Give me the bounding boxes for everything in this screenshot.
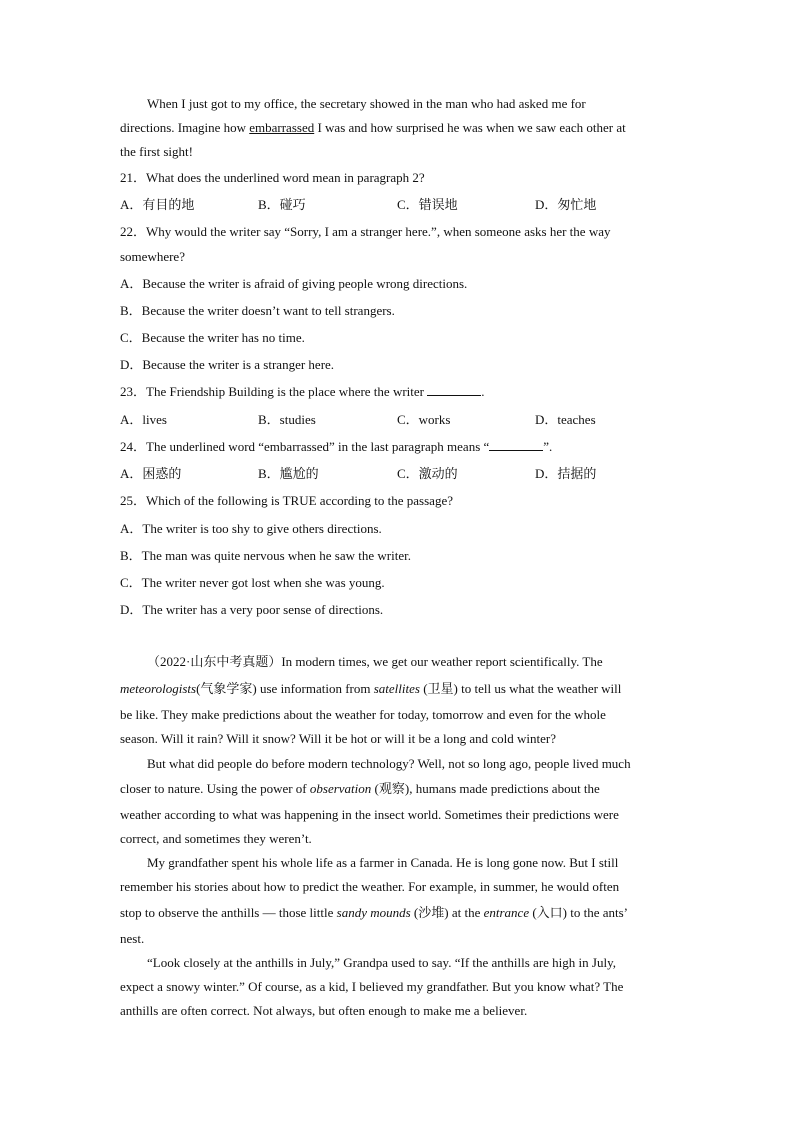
- source-tag: （2022·山东中考真题）: [147, 654, 282, 669]
- passage2-line: season. Will it rain? Will it snow? Will it be hot or will it be a long and cold winter?: [120, 731, 557, 746]
- passage2-line: “Look closely at the anthills in July,” Grandpa used to say. “If the anthills are high in July,: [147, 955, 616, 970]
- option-a: A．The writer is too shy to give others directions.: [120, 521, 382, 536]
- option-a: A．lives: [120, 412, 167, 427]
- option-b: B．碰巧: [258, 197, 306, 212]
- option-d: D．Because the writer is a stranger here.: [120, 357, 335, 372]
- passage2-line: anthills are often correct. Not always, but often enough to make me a believer.: [120, 1003, 528, 1018]
- option-c: C．works: [397, 412, 451, 427]
- option-a: A．Because the writer is afraid of giving people wrong directions.: [120, 276, 468, 291]
- option-c: C．激动的: [397, 466, 458, 481]
- option-d: D．拮据的: [535, 466, 597, 481]
- passage2-line: But what did people do before modern technology? Well, not so long ago, people lived much: [147, 756, 631, 771]
- option-a: A．困惑的: [120, 466, 182, 481]
- passage2-line: expect a snowy winter.” Of course, as a kid, I believed my grandfather. But you know what? The: [120, 979, 624, 994]
- option-c: C．错误地: [397, 197, 458, 212]
- passage1-line: When I just got to my office, the secretary showed in the man who had asked me for: [147, 96, 586, 111]
- option-d: D．teaches: [535, 412, 596, 427]
- question-22-stem: 22．Why would the writer say “Sorry, I am a stranger here.”, when someone asks her the way: [120, 224, 611, 239]
- passage2-line: My grandfather spent his whole life as a farmer in Canada. He is long gone now. But I still: [147, 855, 619, 870]
- passage2-line: nest.: [120, 931, 145, 946]
- option-b: B．尴尬的: [258, 466, 319, 481]
- passage2-line: weather according to what was happening in the insect world. Sometimes their predictions were: [120, 807, 619, 822]
- option-b: B．The man was quite nervous when he saw the writer.: [120, 548, 411, 563]
- question-25-stem: 25．Which of the following is TRUE according to the passage?: [120, 493, 453, 508]
- passage2-line: be like. They make predictions about the weather for today, tomorrow and even for the whole: [120, 707, 606, 722]
- passage2-line: stop to observe the anthills — those little sandy mounds (沙堆) at the entrance (入口) to the ants’: [120, 905, 629, 920]
- answer-blank: [427, 383, 481, 396]
- underlined-word: embarrassed: [249, 120, 315, 135]
- question-23-stem: 23．The Friendship Building is the place where the writer .: [120, 384, 485, 399]
- option-c: C．The writer never got lost when she was young.: [120, 575, 385, 590]
- passage2-line: remember his stories about how to predict the weather. For example, in summer, he would often: [120, 879, 620, 894]
- question-22-stem-cont: somewhere?: [120, 249, 185, 264]
- question-21-stem: 21．What does the underlined word mean in paragraph 2?: [120, 170, 425, 185]
- passage1-line: the first sight!: [120, 144, 193, 159]
- passage1-line: directions. Imagine how embarrassed I was and how surprised he was when we saw each other at: [120, 120, 626, 135]
- answer-blank: [489, 438, 543, 451]
- passage2-line: correct, and sometimes they weren’t.: [120, 831, 312, 846]
- option-c: C．Because the writer has no time.: [120, 330, 305, 345]
- option-a: A．有目的地: [120, 197, 195, 212]
- option-b: B．Because the writer doesn’t want to tell strangers.: [120, 303, 395, 318]
- passage2-line: （2022·山东中考真题）In modern times, we get our weather report scientifically. The: [147, 654, 603, 669]
- option-b: B．studies: [258, 412, 316, 427]
- option-d: D．The writer has a very poor sense of directions.: [120, 602, 384, 617]
- passage2-line: meteorologists(气象学家) use information from satellites (卫星) to tell us what the weather will: [120, 681, 622, 696]
- question-24-stem: 24．The underlined word “embarrassed” in the last paragraph means “ ”.: [120, 439, 553, 454]
- option-d: D．匆忙地: [535, 197, 597, 212]
- passage2-line: closer to nature. Using the power of observation (观察), humans made predictions about the: [120, 781, 600, 796]
